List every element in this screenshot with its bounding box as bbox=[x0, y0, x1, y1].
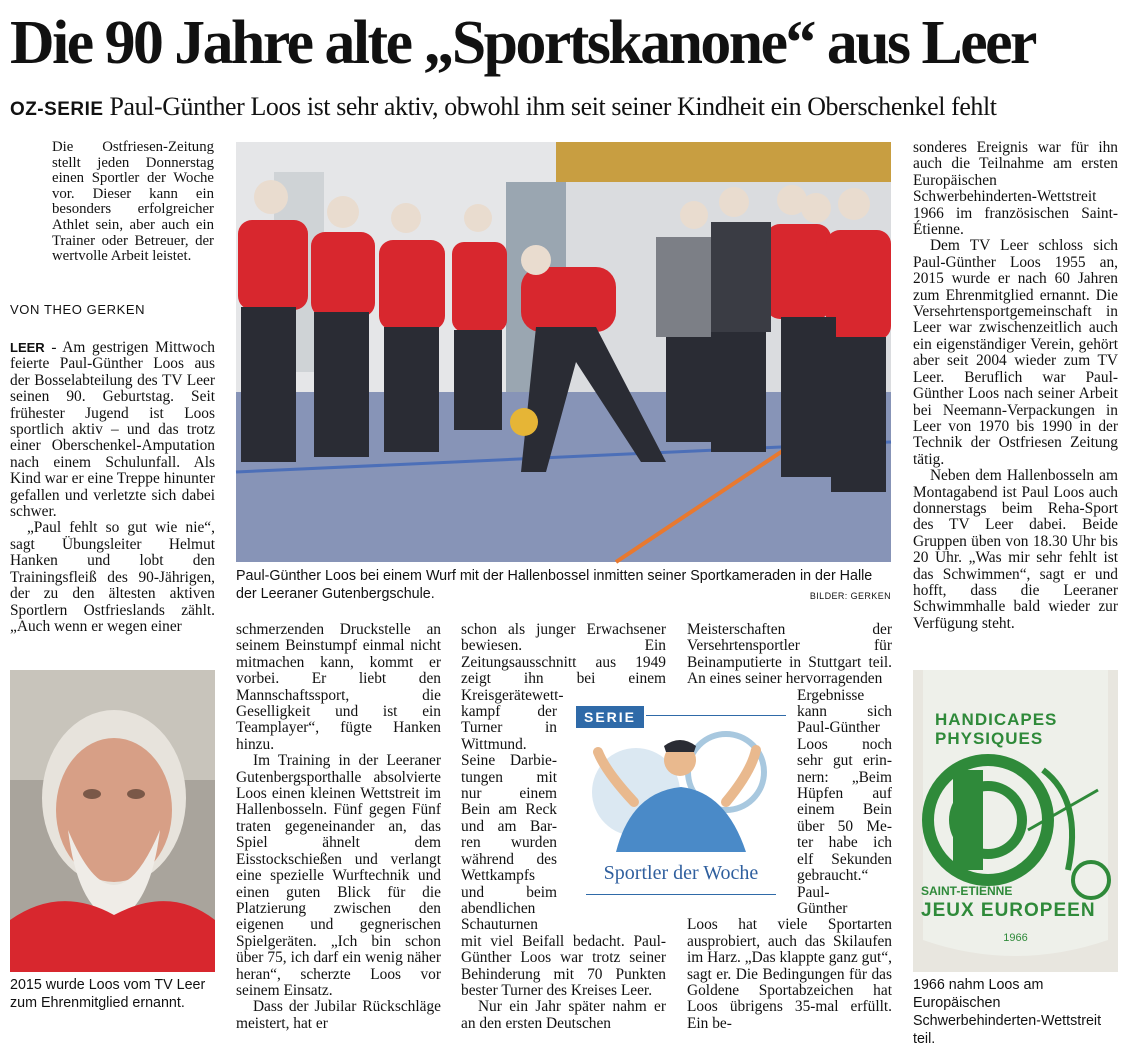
subheadline bbox=[10, 91, 1122, 123]
col4-wrap-line: gebraucht.“ bbox=[797, 867, 869, 885]
col1-paragraph-2: „Paul fehlt so gut wie nie“, sagt Übungsleiter Helmut Hanken und lobt den Trainingsfleiß des 90-Jährigen, der zu den ältesten aktiven Sportlern Ostfrieslands zählt. „Auch wenn er wegen einer bbox=[10, 519, 215, 635]
series-kicker: OZ-SERIE bbox=[10, 99, 104, 120]
logo-rule bbox=[646, 715, 786, 716]
col3-wrap-line: Wittmund. bbox=[461, 735, 527, 753]
byline: VON THEO GERKEN bbox=[10, 302, 146, 317]
col4-wrap-line: Paul- bbox=[797, 883, 830, 901]
badge-year: 1966 bbox=[1003, 932, 1028, 944]
col4-wrap-line: Paul-Günther bbox=[797, 719, 880, 737]
col2-paragraph-2: Im Training in der Leeraner Gutenbergsporthalle absolvierte Loos einen kleinen Wettstreit im Hallenbosseln. Fünf gegen Fünf traten gegeneinander an, das Spiel ähnelt dem Eisstockschießen und verlangt eine spezielle Wurftechnik und einen guten Blick für die Platzierung zwischen den eigenen und gegnerischen Spielgeräten. „Ich bin schon über 75, ich darf ein wenig näher heran“, scherzte Loos vor seinem Einsatz. bbox=[236, 752, 441, 999]
col3-wrap-line: während des bbox=[461, 850, 557, 868]
badge-line-4: JEUX EUROPEEN bbox=[921, 900, 1096, 921]
col4-wrap-line: elf Sekunden bbox=[797, 850, 892, 868]
col5-paragraph-1: sonderes Ereignis war für ihn auch die Teilnahme am ersten Europäischen Schwerbehinderten-Wettstreit 1966 im französischen Saint-Étienne. bbox=[913, 139, 1118, 239]
col4-top: Meisterschaften der Versehrtensportler für Beinamputierte in Stuttgart teil. An eines seiner hervorragenden bbox=[687, 621, 892, 688]
col3-paragraph-bottom-2: Nur ein Jahr später nahm er an den ersten Deutschen bbox=[461, 998, 666, 1032]
photo-credit: BILDER: GERKEN bbox=[809, 591, 891, 601]
portrait-photo bbox=[10, 670, 215, 972]
col4-wrap-line: sehr gut erin- bbox=[797, 752, 892, 770]
badge-caption: 1966 nahm Loos am Europäischen Schwerbehinderten-Wettstreit teil. bbox=[913, 977, 1102, 1047]
intro-text: Die Ostfriesen-Zeitung stellt jeden Donnerstag einen Sportler der Woche vor. Dieser kann ein besonders erfolgreicher Athlet sein, aber auch ein Trainer oder Betreuer, der wertvolle Arbeit leistet. bbox=[52, 139, 214, 265]
col4-wrap-line: nern: „Beim bbox=[797, 768, 892, 786]
col3-wrap-line: Schauturnen bbox=[461, 916, 538, 934]
col3-wrap-line: Bein am Reck bbox=[461, 801, 557, 819]
col3-wrap-line: tungen mit bbox=[461, 768, 557, 786]
col3-top: schon als junger Erwachsener bewiesen. Ein Zeitungsausschnitt aus 1949 zeigt ihn bei einem Kreisgerätewett- bbox=[461, 621, 666, 704]
subheadline-text: Paul-Günther Loos ist sehr aktiv, obwohl ihm seit seiner Kindheit ein Oberschenkel fehlt bbox=[109, 92, 997, 121]
badge-line-3: SAINT-ETIENNE bbox=[921, 884, 1013, 898]
col1-paragraph-1: - Am gestrigen Mittwoch feierte Paul-Günther Loos aus der Bosselabteilung des TV Leer seinen 90. Geburtstag. Seit frühester Jugend ist Loos sportlich aktiv – und das trotz einer Oberschenkel-Amputation nach einem Schulunfall. Als Kind war er eine Treppe hinunter gefallen und verletzte sich dabei schwer. bbox=[10, 339, 215, 521]
column-5 bbox=[913, 140, 1118, 660]
col4-paragraph-bottom: Loos hat viele Sportarten ausprobiert, auch das Skilaufen im Harz. „Das klappte ganz gut“, sagt er. Die Bedingungen für das Goldene Sportabzeichen hat Loos übrigens 35-mal erfüllt. Ein be- bbox=[687, 916, 892, 1032]
main-photo bbox=[236, 142, 891, 562]
series-logo-tag: SERIE bbox=[576, 706, 644, 728]
col2-paragraph-3: Dass der Jubilar Rückschläge meistert, hat er bbox=[236, 998, 441, 1032]
col3-wrap-line: Wettkampfs bbox=[461, 867, 535, 885]
logo-rule-bottom bbox=[586, 894, 776, 895]
col5-paragraph-3: Neben dem Hallenbosseln am Montagabend ist Paul Loos auch donnerstags beim Reha-Sport des TV Leer dabei. Beide Gruppen üben von 18.30 Uhr bis 20 Uhr. „Was mir sehr fehlt ist das Schwimmen“, sagt er und hofft, dass die Leeraner Schwimmhalle bald wieder zur Verfügung steht. bbox=[913, 467, 1118, 632]
badge-line-1: HANDICAPES bbox=[935, 710, 1058, 729]
col3-wrap-line: abendlichen bbox=[461, 899, 536, 917]
col3-wrap-lines bbox=[461, 704, 557, 934]
col2-paragraph-1: schmerzenden Druckstelle an seinem Beinstumpf einmal nicht mitmachen kann, kommt er vorbei. Er liebt den Mannschaftssport, die Geselligkeit und ist ein Teamplayer“, fügte Hanken hinzu. bbox=[236, 621, 441, 753]
col3-wrap-line: und beim bbox=[461, 883, 557, 901]
col4-wrap-line: Günther bbox=[797, 899, 848, 917]
badge-line-2: PHYSIQUES bbox=[935, 729, 1044, 748]
athlete-illustration bbox=[576, 732, 786, 852]
col5-paragraph-2: Dem TV Leer schloss sich Paul-Günther Loos 1955 an, 2015 wurde er nach 60 Jahren zum Ehrenmitglied ernannt. Die Versehrtensportgemeinschaft in Leer war zwischenzeitlich auch ein eigenständiger Verein, gehört aber seit 2004 wieder zum TV Leer. Beruflich war Paul-Günther Loos nach seiner Arbeit bei Neemann-Verpackungen in Leer von 1970 bis 1990 in der Technik der Ostfriesen Zeitung tätig. bbox=[913, 237, 1118, 468]
col3-wrap-line: Seine Darbie- bbox=[461, 752, 557, 770]
col3-wrap-line: kampf der bbox=[461, 703, 557, 721]
col4-wrap-line: über 50 Me- bbox=[797, 817, 892, 835]
main-photo-caption: Paul-Günther Loos bei einem Wurf mit der Hallenbossel inmitten seiner Sportkameraden in der Halle der Leeraner Gutenbergschule. bbox=[236, 568, 873, 602]
col4-wrap-line: Hüpfen auf bbox=[797, 785, 892, 803]
col4-wrap-line: Loos noch bbox=[797, 735, 892, 753]
col3-paragraph-bottom-1: mit viel Beifall bedacht. Paul-Günther Loos war trotz seiner Behinderung mit 70 Punkten bester Turner des Kreises Leer. bbox=[461, 932, 666, 999]
col3-wrap-line: Turner in bbox=[461, 719, 557, 737]
headline: Die 90 Jahre alte „Sportskanone“ aus Leer bbox=[10, 9, 1035, 77]
intro-box bbox=[52, 140, 214, 290]
col3-wrap-line: und am Bar- bbox=[461, 817, 557, 835]
column-2 bbox=[236, 622, 441, 1034]
col4-wrap-lines bbox=[797, 688, 892, 918]
col4-wrap-line: einem Bein bbox=[797, 801, 892, 819]
badge-title bbox=[935, 710, 1115, 748]
series-logo bbox=[566, 704, 796, 900]
portrait-caption: 2015 wurde Loos vom TV Leer zum Ehrenmitglied ernannt. bbox=[10, 977, 206, 1011]
column-1 bbox=[10, 340, 215, 658]
col4-wrap-line: kann sich bbox=[797, 703, 892, 721]
series-logo-label: Sportler der Woche bbox=[603, 862, 759, 884]
col4-wrap-line: Ergebnisse bbox=[797, 686, 865, 704]
badge-photo bbox=[913, 670, 1118, 972]
col4-wrap-line: ter habe ich bbox=[797, 834, 892, 852]
dateline: LEER bbox=[10, 340, 45, 355]
col3-wrap-line: ren wurden bbox=[461, 834, 557, 852]
col3-wrap-line: nur einem bbox=[461, 785, 557, 803]
